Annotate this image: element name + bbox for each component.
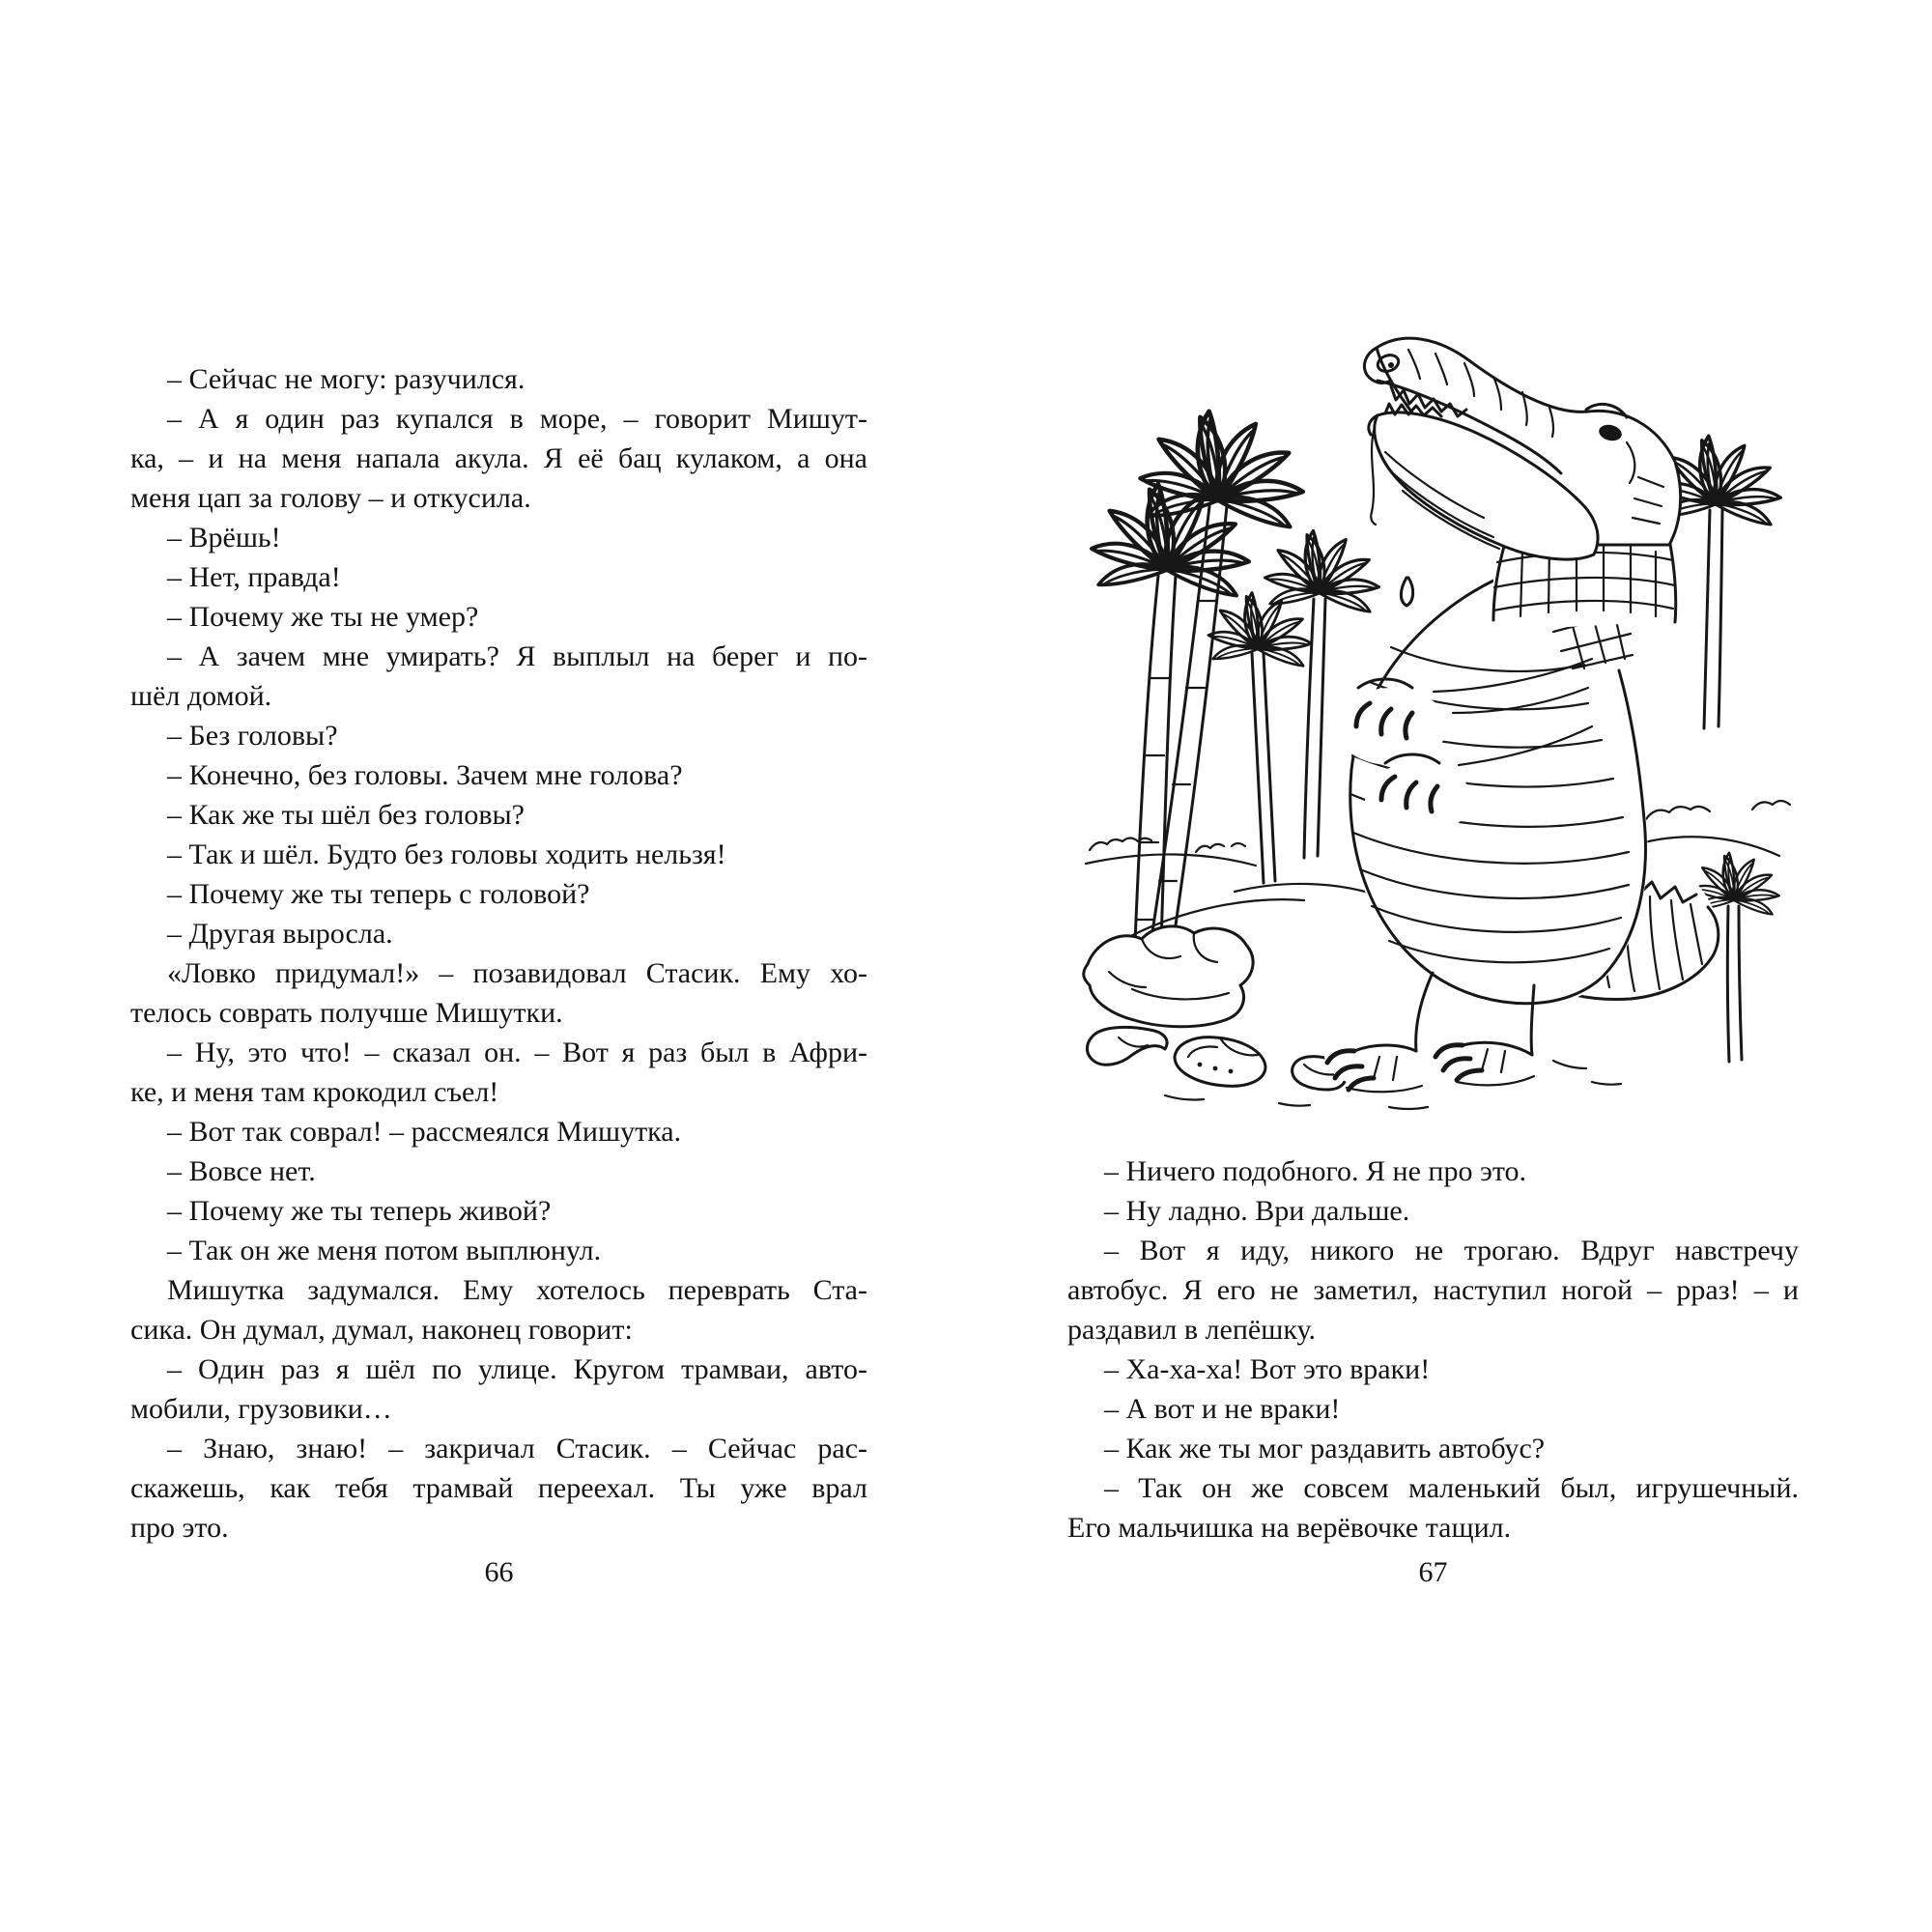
text-line: – Один раз я шёл по улице. Кругом трамваи, авто-: [167, 1353, 867, 1385]
text-line: – Так он же совсем маленький был, игрушечный.: [1104, 1472, 1799, 1504]
text-line: – Ха-ха-ха! Вот это враки!: [1104, 1353, 1431, 1385]
palm-tree: [1208, 592, 1312, 883]
page-left-text: [130, 359, 867, 1548]
text-line: – Почему же ты теперь с головой?: [167, 878, 590, 910]
text-line: – Почему же ты теперь живой?: [167, 1195, 552, 1227]
text-line: – Вот так соврал! – рассмеялся Мишутка.: [167, 1116, 682, 1148]
text-line: – Как же ты мог раздавить автобус?: [1104, 1433, 1546, 1464]
crocodile: [1324, 338, 1721, 1092]
text-line: сика. Он думал, думал, наконец говорит:: [130, 1314, 633, 1346]
text-line: Мишутка задумался. Ему хотелось переврать Ста-: [167, 1274, 867, 1306]
clothes-pile: [1084, 926, 1346, 1090]
text-line: «Ловко придумал!» – позавидовал Стасик. Ему хо-: [167, 957, 867, 989]
text-line: – Конечно, без головы. Зачем мне голова?: [167, 759, 683, 791]
text-line: – Вот я иду, никого не трогаю. Вдруг навстречу: [1104, 1235, 1799, 1266]
text-line: ка, – и на меня напала акула. Я её бац кулаком, а она: [130, 442, 867, 474]
text-line: – Без головы?: [167, 720, 338, 752]
text-line: – А я один раз купался в море, – говорит Мишут-: [167, 403, 867, 435]
page-number-right: 67: [1418, 1556, 1448, 1588]
text-line: – Другая выросла.: [167, 918, 393, 950]
text-line: – Вовсе нет.: [167, 1155, 316, 1187]
text-line: – Так он же меня потом выплюнул.: [167, 1235, 602, 1266]
text-line: – Ничего подобного. Я не про это.: [1104, 1155, 1527, 1187]
text-line: автобус. Я его не заметил, наступил ногой – рраз! – и: [1067, 1274, 1799, 1306]
text-line: – Как же ты шёл без головы?: [167, 799, 525, 831]
text-line: мобили, грузовики…: [130, 1393, 392, 1425]
text-line: меня цап за голову – и откусила.: [130, 482, 531, 514]
text-line: – Врёшь!: [167, 522, 281, 554]
text-line: скажешь, как тебя трамвай переехал. Ты уже врал: [130, 1472, 867, 1504]
text-line: – Ну ладно. Ври дальше.: [1104, 1195, 1410, 1227]
text-line: шёл домой.: [130, 680, 272, 712]
text-line: раздавил в лепёшку.: [1067, 1314, 1316, 1346]
page-number-left: 66: [484, 1556, 514, 1588]
text-line: – А вот и не враки!: [1104, 1393, 1341, 1425]
text-line: – Так и шёл. Будто без головы ходить нельзя!: [167, 838, 726, 870]
text-line: Его мальчишка на верёвочке тащил.: [1067, 1512, 1512, 1544]
illustration: [1051, 272, 1816, 1122]
text-line: про это.: [130, 1512, 229, 1544]
page-right-text: [1067, 1151, 1799, 1548]
text-line: – Сейчас не могу: разучился.: [167, 363, 526, 395]
text-line: – Почему же ты не умер?: [167, 601, 479, 633]
text-line: – Нет, правда!: [167, 561, 341, 593]
text-line: ке, и меня там крокодил съел!: [130, 1076, 499, 1108]
palm-tree: [1140, 411, 1304, 987]
text-line: – Ну, это что! – сказал он. – Вот я раз был в Афри-: [167, 1037, 867, 1068]
text-line: телось соврать получше Мишутки.: [130, 997, 563, 1029]
text-line: – Знаю, знаю! – закричал Стасик. – Сейчас рас-: [167, 1433, 867, 1464]
text-line: – А зачем мне умирать? Я выплыл на берег и по-: [167, 640, 867, 672]
